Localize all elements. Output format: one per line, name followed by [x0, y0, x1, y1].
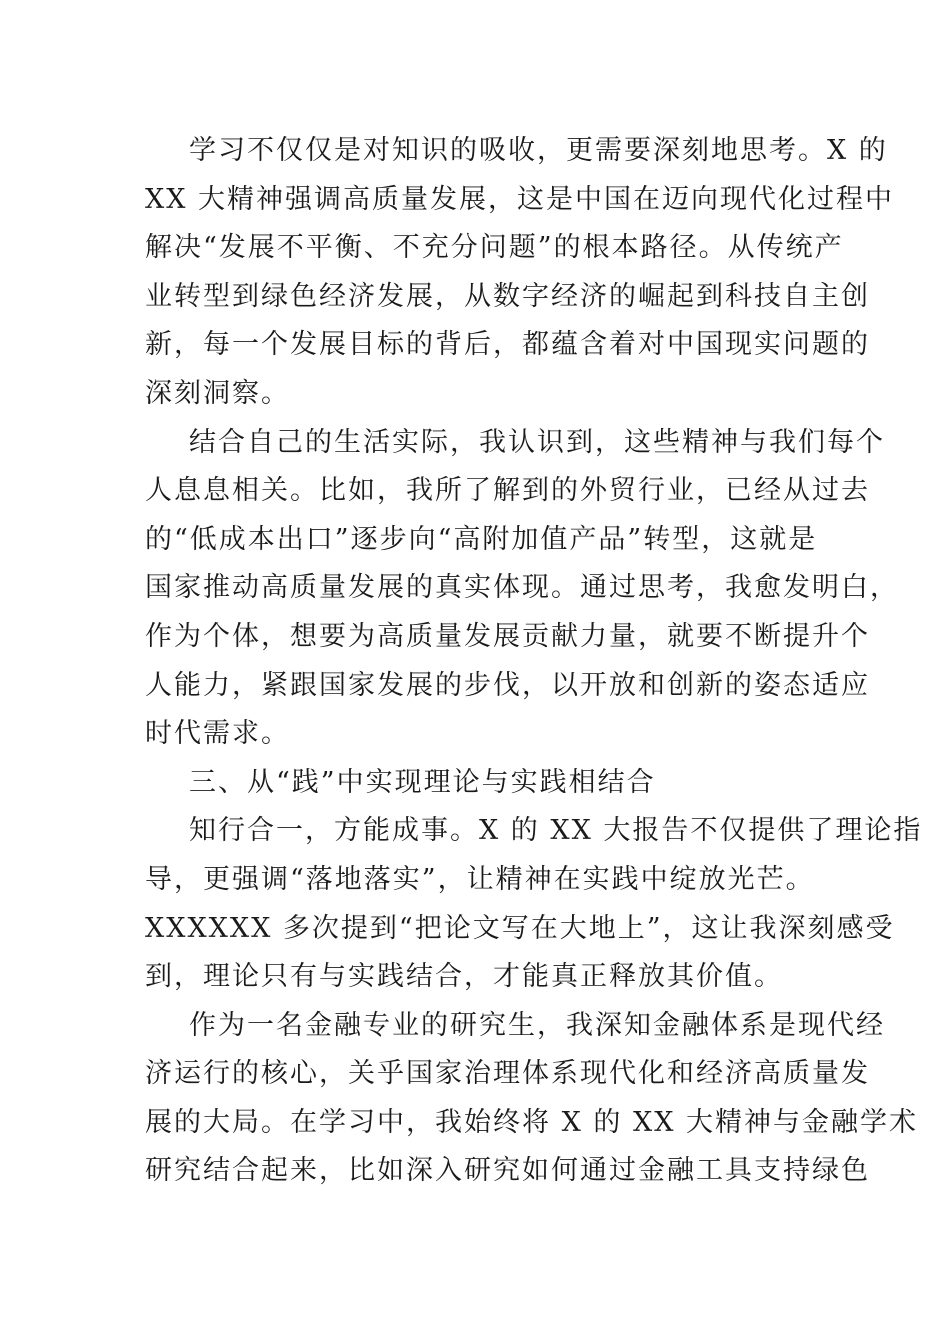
- text-line: XXXXXX 多次提到“把论文写在大地上”，这让我深刻感受: [145, 912, 895, 944]
- text-line: 展的大局。在学习中，我始终将 X 的 XX 大精神与金融学术: [145, 1106, 918, 1138]
- text-line: 人能力，紧跟国家发展的步伐，以开放和创新的姿态适应: [145, 669, 870, 701]
- text-line: 导，更强调“落地落实”，让精神在实践中绽放光芒。: [145, 863, 815, 895]
- text-line: 研究结合起来，比如深入研究如何通过金融工具支持绿色: [145, 1155, 870, 1187]
- section-heading: [145, 759, 805, 808]
- heading-text: 三、从“践”中实现理论与实践相结合: [189, 766, 656, 798]
- text-line: 业转型到绿色经济发展，从数字经济的崛起到科技自主创: [145, 280, 870, 312]
- paragraph-2: [145, 419, 899, 759]
- text-line: 学习不仅仅是对知识的吸收，更需要深刻地思考。X 的: [189, 135, 888, 166]
- text-line: XX 大精神强调高质量发展，这是中国在迈向现代化过程中: [145, 183, 895, 215]
- text-line: 作为一名金融专业的研究生，我深知金融体系是现代经: [189, 1009, 885, 1041]
- text-line: 的“低成本出口”逐步向“高附加值产品”转型，这就是: [145, 523, 818, 555]
- text-line: 深刻洞察。: [145, 377, 290, 409]
- text-line: 知行合一，方能成事。X 的 XX 大报告不仅提供了理论指: [189, 815, 923, 847]
- paragraph-3: [145, 807, 923, 1001]
- text-line: 人息息相关。比如，我所了解到的外贸行业，已经从过去: [145, 475, 870, 507]
- document-body: [145, 127, 923, 1196]
- text-line: 国家推动高质量发展的真实体现。通过思考，我愈发明白，: [145, 572, 899, 604]
- text-line: 时代需求。: [145, 718, 290, 750]
- paragraph-1: [145, 127, 895, 419]
- text-line: 新，每一个发展目标的背后，都蕴含着对中国现实问题的: [145, 329, 870, 361]
- text-line: 到，理论只有与实践结合，才能真正释放其价值。: [145, 961, 783, 993]
- text-line: 结合自己的生活实际，我认识到，这些精神与我们每个: [189, 426, 885, 458]
- text-line: 济运行的核心，关乎国家治理体系现代化和经济高质量发: [145, 1058, 870, 1090]
- paragraph-4: [145, 1002, 918, 1196]
- text-line: 解决“发展不平衡、不充分问题”的根本路径。从传统产: [145, 232, 844, 264]
- text-line: 作为个体，想要为高质量发展贡献力量，就要不断提升个: [145, 620, 870, 652]
